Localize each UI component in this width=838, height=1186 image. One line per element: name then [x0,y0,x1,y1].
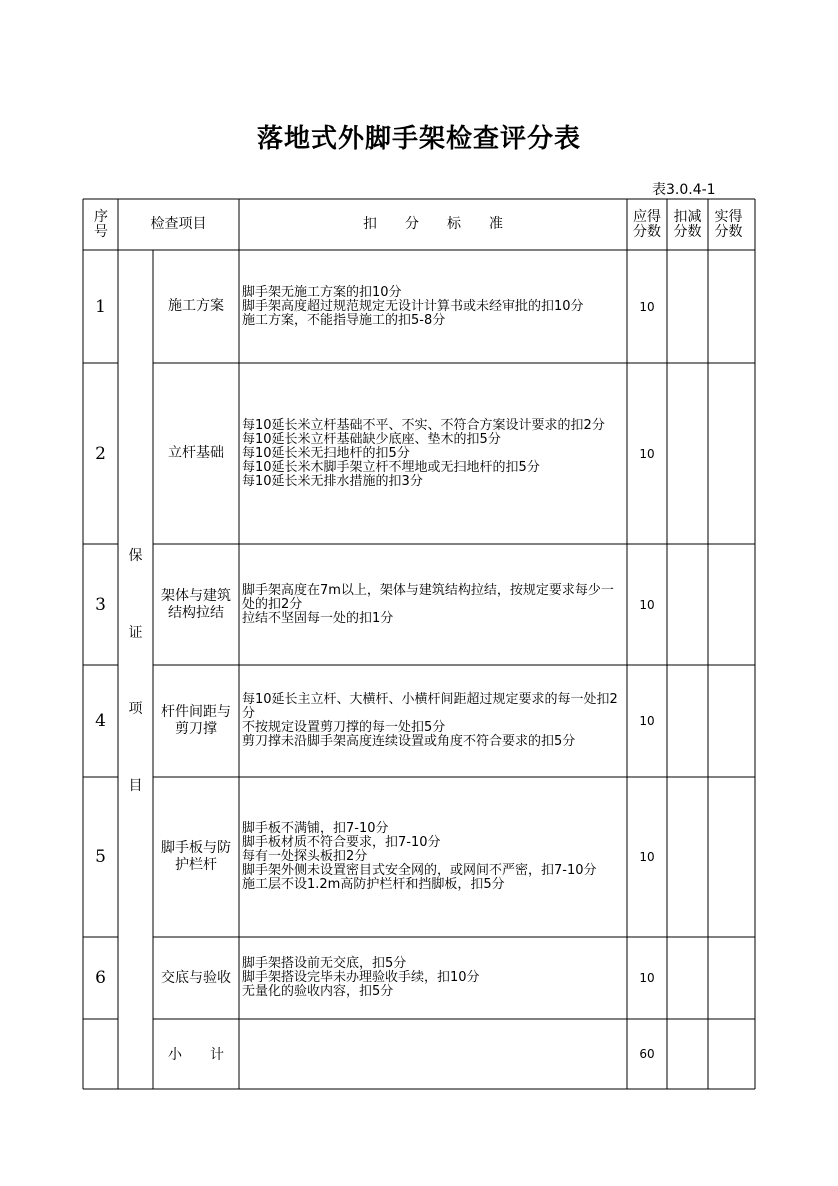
row-2-criteria [242,363,624,544]
table-number: 表3.0.4-1 [652,182,716,198]
row-4-criteria [242,665,624,777]
group-label [118,545,153,795]
row-5-seq: 5 [95,847,106,867]
criteria-line: 每有一处探头板扣2分 [242,849,368,864]
row-1-item: 施工方案 [168,298,224,314]
row-1-criteria [242,250,624,363]
row-4-due-score: 10 [639,714,655,728]
criteria-line: 拉结不坚固每一处的扣1分 [242,610,394,626]
header-actual-score: 实得分数 [714,209,743,240]
criteria-line: 脚手板不满铺，扣7-10分 [242,821,389,836]
criteria-line: 脚手架高度在7m以上，架体与建筑结构拉结，按规定要求每少一处的扣2分 [242,582,614,612]
criteria-line: 不按规定设置剪刀撑的每一处扣5分 [242,720,446,735]
row-6-criteria [242,937,624,1019]
criteria-line: 脚手板材质不符合要求，扣7-10分 [242,835,441,850]
row-5-item: 脚手板与防护栏杆 [161,840,231,873]
group-char: 证 [128,624,143,641]
row-2-due-score: 10 [639,446,655,461]
row-3-due-score: 10 [639,597,655,612]
header-seq: 序号 [94,208,108,240]
subtotal-due-score: 60 [639,1047,655,1061]
criteria-line: 施工层不设1.2m高防护栏杆和挡脚板，扣5分 [242,877,505,892]
group-char: 目 [128,777,143,794]
page-title: 落地式外脚手架检查评分表 [256,124,581,154]
row-3-item: 架体与建筑结构拉结 [161,587,231,621]
row-6-due-score: 10 [639,971,655,985]
criteria-line: 施工方案，不能指导施工的扣5-8分 [242,312,446,328]
row-1-due-score: 10 [639,299,655,314]
row-6-seq: 6 [95,968,106,988]
row-4-seq: 4 [95,711,106,731]
group-char: 保 [128,548,143,564]
criteria-line: 每10延长米无排水措施的扣3分 [242,473,423,489]
subtotal-label: 小 计 [168,1047,224,1063]
header-check-item: 检查项目 [150,216,207,232]
criteria-line: 每10延长主立杆、大横杆、小横杆间距超过规定要求的每一处扣2分 [242,692,618,721]
row-5-criteria [242,777,624,937]
criteria-line: 每10延长米立杆基础不平、不实、不符合方案设计要求的扣2分 [242,417,605,433]
row-2-seq: 2 [95,443,106,464]
row-3-seq: 3 [95,594,106,615]
criteria-line: 每10延长米木脚手架立杆不埋地或无扫地杆的扣5分 [242,459,540,475]
criteria-line: 脚手架无施工方案的扣10分 [242,284,402,300]
criteria-line: 脚手架高度超过规范规定无设计计算书或未经审批的扣10分 [242,298,584,314]
row-2-item: 立杆基础 [168,445,224,461]
row-3-criteria [242,544,624,665]
criteria-line: 脚手架搭设完毕未办理验收手续，扣10分 [242,970,480,985]
row-4-item: 杆件间距与剪刀撑 [161,704,231,737]
header-criteria: 扣 分 标 准 [363,216,503,232]
row-1-seq: 1 [95,296,106,317]
criteria-line: 脚手架外侧未设置密目式安全网的，或网间不严密，扣7-10分 [242,863,597,878]
header-due-score: 应得分数 [633,209,661,240]
criteria-line: 脚手架搭设前无交底，扣5分 [242,956,407,971]
row-6-item: 交底与验收 [161,969,231,986]
criteria-line: 每10延长米立杆基础缺少底座、垫木的扣5分 [242,431,501,447]
criteria-line: 无量化的验收内容，扣5分 [242,984,394,999]
criteria-line: 剪刀撑未沿脚手架高度连续设置或角度不符合要求的扣5分 [242,734,576,749]
row-5-due-score: 10 [639,850,655,864]
header-deduct-score: 扣减分数 [673,209,702,240]
criteria-line: 每10延长米无扫地杆的扣5分 [242,445,410,461]
group-char: 项 [128,701,143,718]
